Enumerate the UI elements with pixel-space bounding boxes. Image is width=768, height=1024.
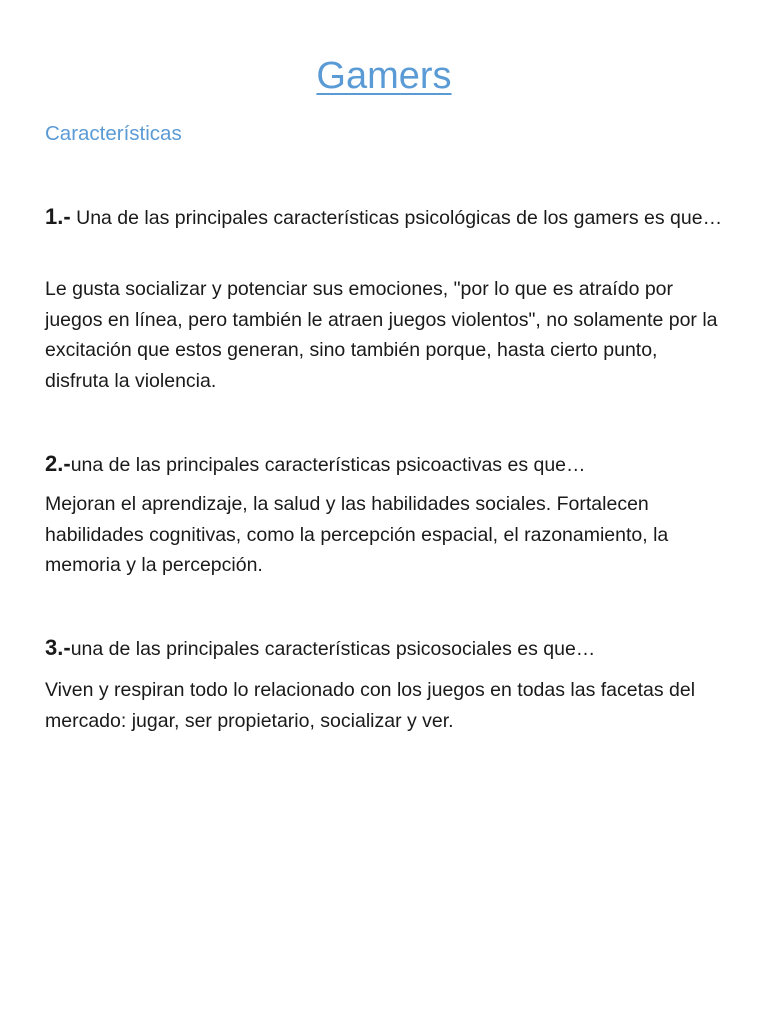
section-1-number: 1.- [45, 204, 71, 229]
section-2-question [45, 449, 725, 481]
section-1-question [45, 202, 725, 234]
document-title-text: Gamers [316, 55, 452, 97]
document-title [0, 52, 768, 100]
document-subtitle: Características [45, 122, 182, 145]
section-2-question-text: una de las principales características psicoactivas es que… [70, 454, 586, 476]
section-3-question-text: una de las principales características psicosociales es que… [70, 638, 596, 660]
section-1-question-text: Una de las principales características psicológicas de los gamers es que… [70, 207, 723, 229]
section-2-number: 2.- [45, 451, 71, 476]
section-2-answer: Mejoran el aprendizaje, la salud y las habilidades sociales. Fortalecen habilidades cognitivas, como la percepción espacial, el razonamiento, la memoria y la percepción. [45, 493, 669, 576]
section-1-answer: Le gusta socializar y potenciar sus emociones, "por lo que es atraído por juegos en línea, pero también le atraen juegos violentos", no solamente por la excitación que estos generan, sino también porque, hasta cierto punto, disfruta la violencia. [45, 278, 718, 392]
section-3-number: 3.- [45, 635, 71, 660]
section-3-question [45, 633, 725, 665]
section-3-answer: Viven y respiran todo lo relacionado con los juegos en todas las facetas del mercado: jugar, ser propietario, socializar y ver. [45, 679, 696, 732]
